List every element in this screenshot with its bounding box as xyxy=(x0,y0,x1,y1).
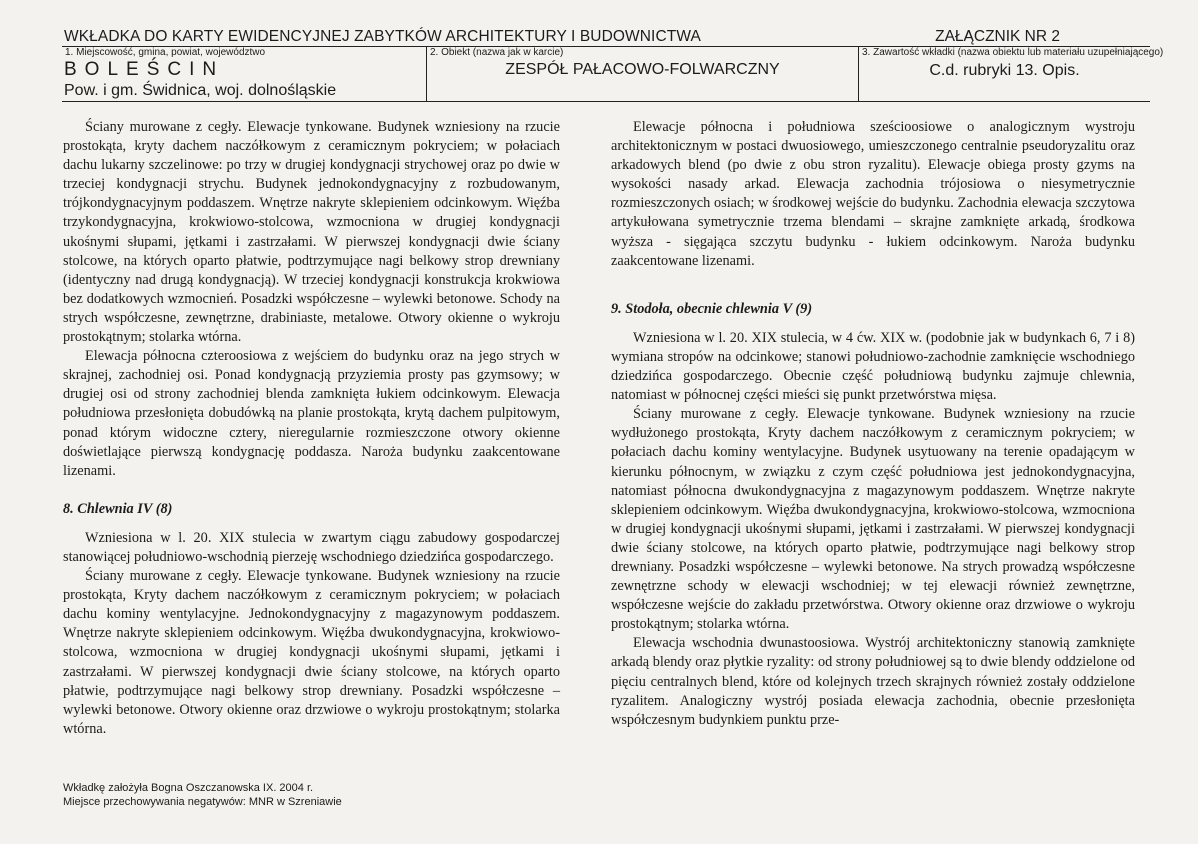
paragraph: Ściany murowane z cegły. Elewacje tynkowane. Budynek wzniesiony na rzucie prostokąta, kryty dachem naczółkowym z ceramicznym pokryciem; w połaciach dachu lukarny szczelinowe: po trzy w drugiej kondygnacji strychowej oraz po dwie w trzeciej kondygnacji strychu. Budynek jednokondygnacyjny z rozbudowanym, trójkondygnacyjnym poddaszem. Wnętrze nakryte sklepieniem odcinkowym. Więźba trzykondygnacyjna, krokwiowo-stolcowa, wzmocniona w drugiej kondygnacji ukośnymi słupami, jętkami i zastrzałami. W pierwszej kondygnacji dwie ściany stolcowe, na których oparto płatwie, podtrzymujące nagi belkowy strop drewniany (identyczny nad drugą kondygnacją). W trzeciej kondygnacji konstrukcja krokwiowa bez dodatkowych wzmocnień. Posadzki współczesne – wylewki betonowe. Schody na strych współczesne, zewnętrzne, drabiniaste, metalowe. Otwory okienne o wykroju prostokątnym; stolarka wtórna. xyxy=(63,119,560,346)
object-label: 2. Obiekt (nazwa jak w karcie) xyxy=(430,47,564,58)
footer-negatives-location: Miejsce przechowywania negatywów: MNR w Szreniawie xyxy=(63,795,342,808)
contents-field xyxy=(858,47,1164,101)
contents-label: 3. Zawartość wkładki (nazwa obiektu lub materiału uzupełniającego) xyxy=(862,47,1164,58)
right-column xyxy=(611,118,1135,730)
document-title: WKŁADKA DO KARTY EWIDENCYJNEJ ZABYTKÓW ARCHITEKTURY I BUDOWNICTWA xyxy=(64,28,701,45)
annex-number: ZAŁĄCZNIK NR 2 xyxy=(935,28,1060,45)
locality-detail: Pow. i gm. Świdnica, woj. dolnośląskie xyxy=(64,82,337,99)
object-field xyxy=(426,47,858,101)
header-fields xyxy=(62,46,1164,102)
left-column xyxy=(63,118,560,739)
paragraph: Elewacja wschodnia dwunastoosiowa. Wystrój architektoniczny stanowią zamknięte arkadą blendy oraz płytkie ryzality: od strony południowej są to dwie blendy oddzielone od pięciu centralnych blend, które od kolejnych trzech skrajnych również zostały oddzielone ryzalitem. Analogiczny wystrój posiada elewacja zachodnia, obecnie przesłonięta współczesnym budynkiem punktu prze- xyxy=(611,635,1135,728)
contents-value: C.d. rubryki 13. Opis. xyxy=(929,62,1080,79)
footer-author: Wkładkę założyła Bogna Oszczanowska IX. 2004 r. xyxy=(63,782,314,794)
title-bar xyxy=(62,28,1150,46)
locality-field xyxy=(62,47,426,101)
footer xyxy=(63,782,342,809)
paragraph: Elewacja północna czteroosiowa z wejściem do budynku oraz na jego strych w skrajnej, zachodniej osi. Ponad kondygnacją przyziemia prosty pas gzymsowy; w drugiej osi od strony zachodniej blenda zamknięta łukiem odcinkowym. Elewacja południowa przesłonięta dobudówką na planie prostokąta, krytą dachem pulpitowym, ponad którym widoczne cztery, nieregularnie rozmieszczone otwory okienne doświetlające pierwszą kondygnację poddasza. Naroża budynku zaakcentowane lizenami. xyxy=(63,348,560,479)
section-heading-stodola: 9. Stodoła, obecnie chlewnia V (9) xyxy=(611,300,813,317)
paragraph: Wzniesiona w l. 20. XIX stulecia, w 4 ćw. XIX w. (podobnie jak w budynkach 6, 7 i 8) wymiana stropów na odcinkowe; stanowi południowo-zachodnie zamknięcie wschodniego dziedzińca gospodarczego. Obecnie część południową budynku zajmuje chlewnia, natomiast w północnej części mieści się punkt przetwórstwa mięsa. xyxy=(611,329,1135,404)
paragraph: Wzniesiona w l. 20. XIX stulecia w zwartym ciągu zabudowy gospodarczej stanowiącej południowo-wschodnią pierzeję wschodniego dziedzińca gospodarczego. xyxy=(63,529,560,565)
paragraph: Ściany murowane z cegły. Elewacje tynkowane. Budynek wzniesiony na rzucie wydłużonego prostokąta, Kryty dachem naczółkowym z ceramicznym pokryciem; w połaciach dachu kominy wentylacyjne. Budynek usytuowany na terenie opadającym w kierunku północnym, w związku z czym część południowa jest jednokondygnacyjna, natomiast północna dwukondygnacyjna z magazynowym poddaszem. Wnętrze nakryte sklepieniem odcinkowym. Więźba dwukondygnacyjna, krokwiowo-stolcowa, wzmocniona w drugiej kondygnacji ukośnymi słupami, jętkami i zastrzałami. W pierwszej kondygnacji dwie ściany stolcowe, na których oparto płatwie, podtrzymujące nagi belkowy strop drewniany. Posadzki współczesne – wylewki betonowe. Na strych prowadzą współczesne zewnętrzne schody w elewacji wschodniej; w tej elewacji również zewnętrzne, współczesne wejście do zakładu przetwórstwa. Otwory okienne oraz drzwiowe o wykroju prostokątnym; stolarka wtórna. xyxy=(611,406,1135,633)
paragraph: Ściany murowane z cegły. Elewacje tynkowane. Budynek wzniesiony na rzucie prostokąta, Kryty dachem naczółkowym z ceramicznym pokryciem; w połaciach dachu kominy wentylacyjne. Jednokondygnacyjny z magazynowym poddaszem. Wnętrze nakryte sklepieniem odcinkowym. Więźba dwukondygnacyjna, krokwiowo-stolcowa, wzmocniona w drugiej kondygnacji ukośnymi słupami, jętkami i zastrzałami. W pierwszej kondygnacji dwie ściany stolcowe, na których oparto płatwie, podtrzymujące nagi belkowy strop drewniany. Posadzki współczesne – wylewki betonowe. Otwory okienne oraz drzwiowe o wykroju prostokątnym; stolarka wtórna. xyxy=(63,568,560,737)
locality-name: BOLEŚCIN xyxy=(64,59,225,80)
locality-label: 1. Miejscowość, gmina, powiat, województwo xyxy=(65,47,266,58)
section-heading-chlewnia-iv: 8. Chlewnia IV (8) xyxy=(63,500,173,517)
object-name: ZESPÓŁ PAŁACOWO-FOLWARCZNY xyxy=(505,61,780,78)
paragraph: Elewacje północna i południowa sześcioosiowe o analogicznym wystroju architektonicznym w postaci dwuosiowego, umieszczonego centralnie pseudoryzalitu oraz arkadowych blend (po dwie z obu stron ryzalitu). Elewacje obiega prosty gzyms na wysokości nasady arkad. Elewacja zachodnia trójosiowa o niesymetrycznie rozmieszczonych osiach; w środkowej wejście do budynku. Zachodnia elewacja szczytowa artykułowana symetrycznie trzema blendami – skrajne zamknięte arkadą, środkowa wyższa - sięgająca szczytu budynku - łukiem odcinkowym. Naroża budynku zaakcentowane lizenami. xyxy=(611,119,1135,269)
